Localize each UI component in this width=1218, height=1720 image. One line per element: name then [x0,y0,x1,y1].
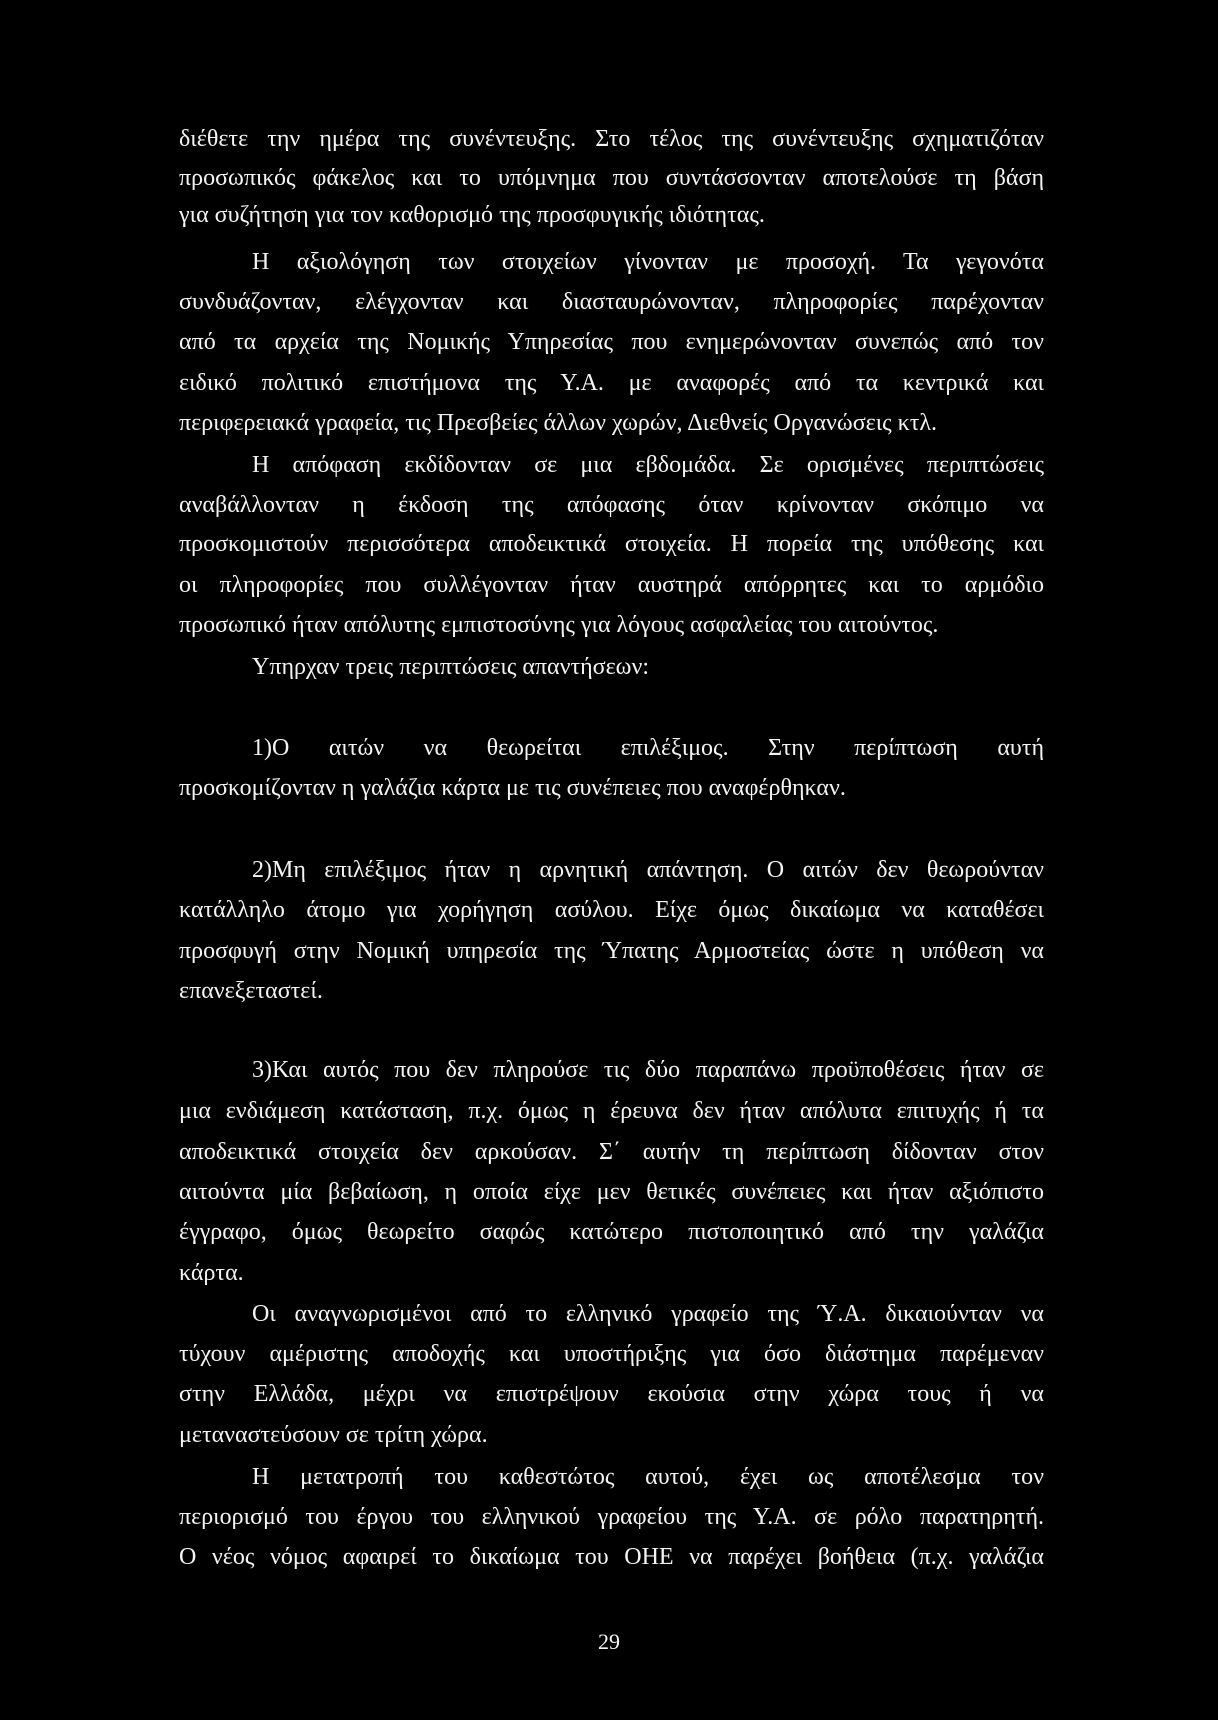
text-line: οι πληροφορίες που συλλέγονταν ήταν αυστηρά απόρρητες και το αρμόδιο [179,572,1044,598]
text-line: αιτούντα μία βεβαίωση, η οποία είχε μεν θετικές συνέπειες και ήταν αξιόπιστο [179,1179,1044,1205]
text-line: Ο νέος νόμος αφαιρεί το δικαίωμα του ΟΗΕ να παρέχει βοήθεια (π.χ. γαλάζια [179,1544,1044,1570]
text-line: προσφυγή στην Νομική υπηρεσία της Ύπατης Αρμοστείας ώστε η υπόθεση να [179,938,1044,964]
text-line: προσωπικός φάκελος και το υπόμνημα που συντάσσονταν αποτελούσε τη βάση [179,165,1044,191]
text-line: επανεξεταστεί. [179,978,323,1004]
text-line: 1)Ο αιτών να θεωρείται επιλέξιμος. Στην περίπτωση αυτή [252,735,1044,761]
text-line: προσκομιστούν περισσότερα αποδεικτικά στοιχεία. Η πορεία της υπόθεσης και [179,531,1044,557]
text-line: προσωπικό ήταν απόλυτης εμπιστοσύνης για λόγους ασφαλείας του αιτούντος. [179,612,939,638]
text-line: από τα αρχεία της Νομικής Υπηρεσίας που ενημερώνονταν συνεπώς από τον [179,329,1044,355]
text-line: Η μετατροπή του καθεστώτος αυτού, έχει ως αποτέλεσμα τον [252,1464,1044,1490]
page-number: 29 [598,1629,620,1654]
text-line: περιφερειακά γραφεία, τις Πρεσβείες άλλων χωρών, Διεθνείς Οργανώσεις κτλ. [179,410,938,436]
text-line: κατάλληλο άτομο για χορήγηση ασύλου. Είχε όμως δικαίωμα να καταθέσει [179,897,1044,923]
text-line: μεταναστεύσουν σε τρίτη χώρα. [179,1422,488,1448]
text-line: τύχουν αμέριστης αποδοχής και υποστήριξης για όσο διάστημα παρέμεναν [179,1341,1044,1367]
text-line: αποδεικτικά στοιχεία δεν αρκούσαν. Σ΄ αυτήν τη περίπτωση δίδονταν στον [179,1139,1044,1165]
text-line: έγγραφο, όμως θεωρείτο σαφώς κατώτερο πιστοποιητικό από την γαλάζια [179,1219,1044,1245]
text-line: κάρτα. [179,1260,244,1286]
text-line: αναβάλλονταν η έκδοση της απόφασης όταν κρίνονταν σκόπιμο να [179,492,1044,518]
text-line: 2)Μη επιλέξιμος ήταν η αρνητική απάντηση. Ο αιτών δεν θεωρούνταν [252,857,1044,883]
text-line: Η απόφαση εκδίδονταν σε μια εβδομάδα. Σε ορισμένες περιπτώσεις [252,452,1044,478]
text-line: Η αξιολόγηση των στοιχείων γίνονταν με προσοχή. Τα γεγονότα [252,249,1044,275]
text-line: προσκομίζονταν η γαλάζια κάρτα με τις συνέπειες που αναφέρθηκαν. [179,775,846,801]
text-line: για συζήτηση για τον καθορισμό της προσφυγικής ιδιότητας. [179,202,765,228]
text-line: Υπηρχαν τρεις περιπτώσεις απαντήσεων: [252,654,649,680]
text-line: διέθετε την ημέρα της συνέντευξης. Στο τέλος της συνέντευξης σχηματιζόταν [179,126,1044,152]
text-line: ειδικό πολιτικό επιστήμονα της Υ.Α. με αναφορές από τα κεντρικά και [179,370,1044,396]
text-line: 3)Και αυτός που δεν πληρούσε τις δύο παραπάνω προϋποθέσεις ήταν σε [252,1057,1044,1083]
text-line: συνδυάζονταν, ελέγχονταν και διασταυρώνονταν, πληροφορίες παρέχονταν [179,289,1044,315]
text-line: μια ενδιάμεση κατάσταση, π.χ. όμως η έρευνα δεν ήταν απόλυτα επιτυχής ή τα [179,1098,1044,1124]
text-line: Οι αναγνωρισμένοι από το ελληνικό γραφείο της Ύ.Α. δικαιούνταν να [252,1301,1044,1327]
text-line: στην Ελλάδα, μέχρι να επιστρέψουν εκούσια στην χώρα τους ή να [179,1381,1044,1407]
text-line: περιορισμό του έργου του ελληνικού γραφείου της Υ.Α. σε ρόλο παρατηρητή. [179,1504,1044,1530]
